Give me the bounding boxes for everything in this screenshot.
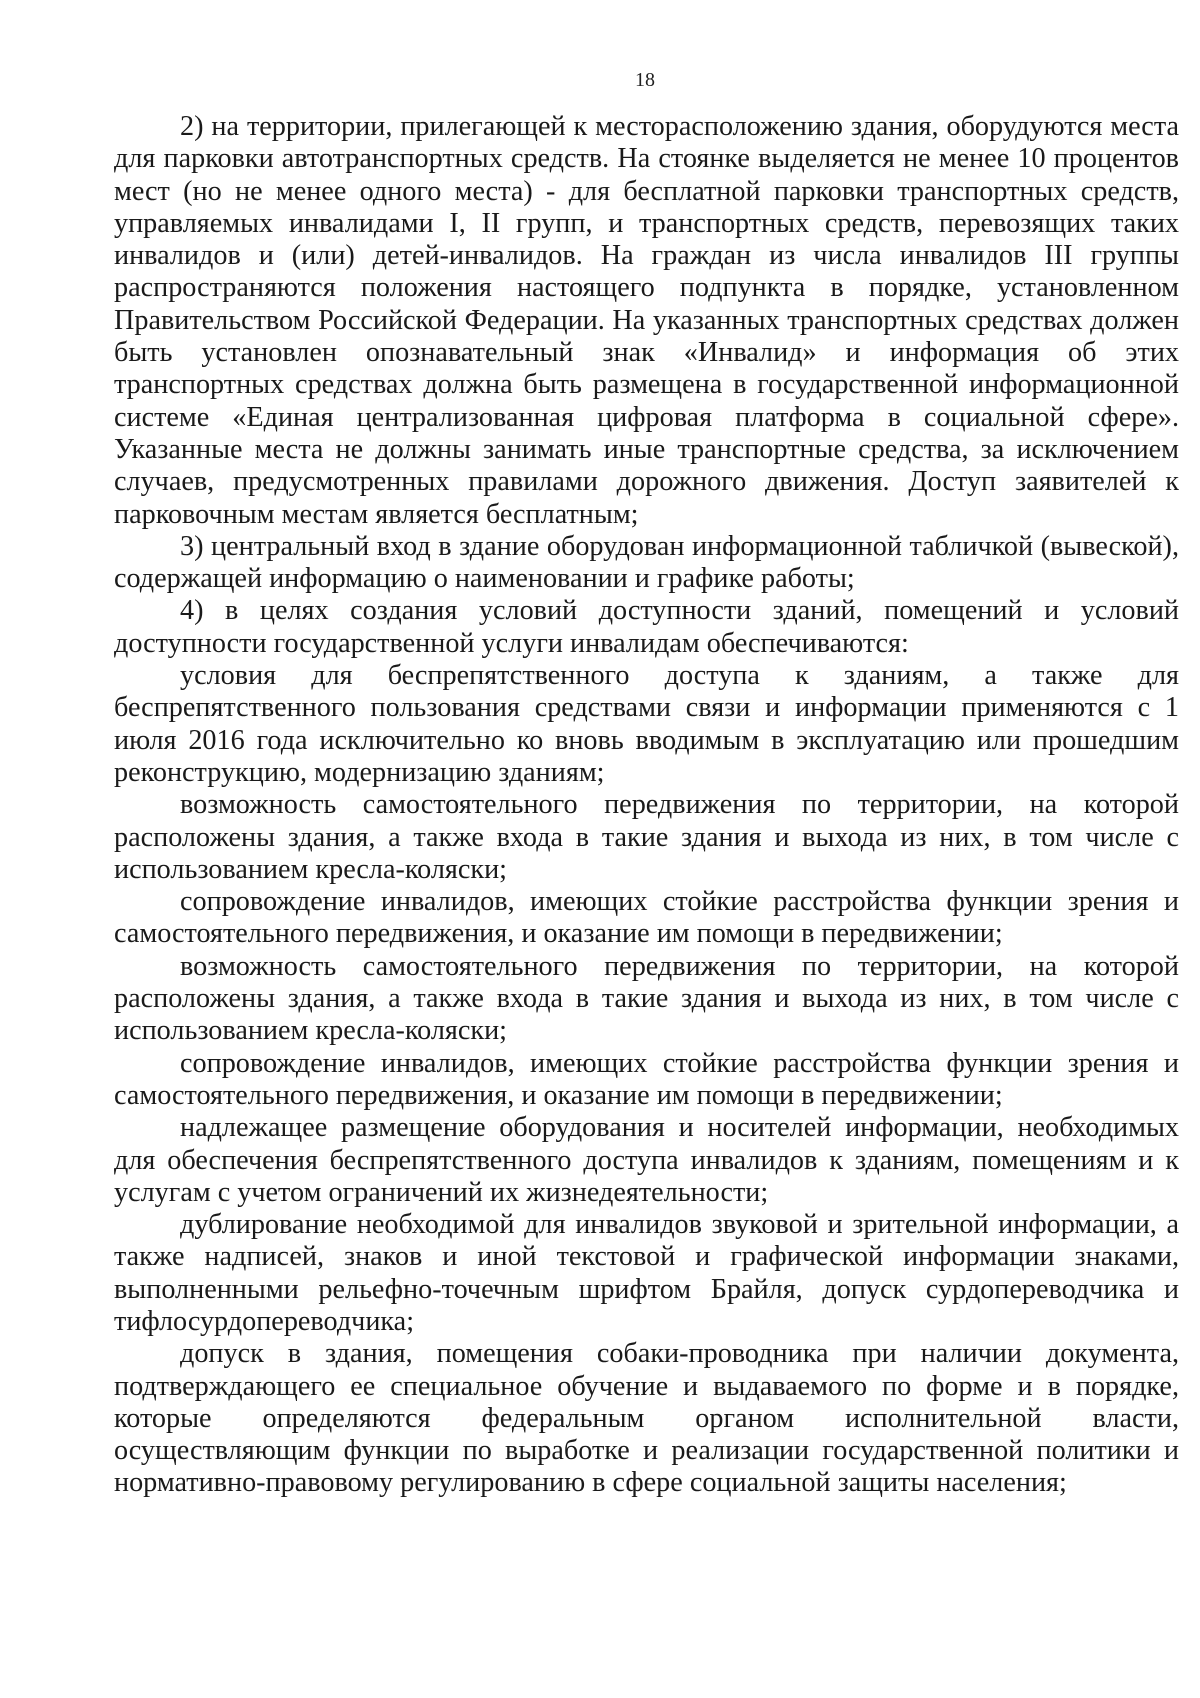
paragraph-information-duplication: дублирование необходимой для инвалидов звуковой и зрительной информации, а также надписей, знаков и иной текстовой и графической информации знаками, выполненными рельефно-точечным шрифтом Брайля, допуск сурдопереводчика и тифлосурдопереводчика; [114, 1209, 1179, 1337]
paragraph-independent-movement-repeat: возможность самостоятельного передвижения по территории, на которой расположены здания, а также входа в такие здания и выхода из них, в том числе с использованием кресла-коляски; [114, 950, 1179, 1047]
paragraph-unobstructed-access: условия для беспрепятственного доступа к зданиям, а также для беспрепятственного пользования средствами связи и информации применяются с 1 июля 2016 года исключительно ко вновь вводимым в эксплуатацию или прошедшим реконструкцию, модернизацию зданиям; [114, 660, 1179, 788]
paragraph-equipment-placement: надлежащее размещение оборудования и носителей информации, необходимых для обеспечения беспрепятственного доступа инвалидов к зданиям, помещениям и к услугам с учетом ограничений их жизнедеятельности; [114, 1112, 1179, 1208]
page-number: 18 [635, 69, 655, 91]
document-body [114, 111, 1179, 1500]
paragraph-accessibility-conditions: 4) в целях создания условий доступности зданий, помещений и условий доступности государственной услуги инвалидам обеспечиваются: [114, 595, 1179, 659]
paragraph-independent-movement: возможность самостоятельного передвижения по территории, на которой расположены здания, а также входа в такие здания и выхода из них, в том числе с использованием кресла-коляски; [114, 789, 1179, 885]
paragraph-escort-disabled: сопровождение инвалидов, имеющих стойкие расстройства функции зрения и самостоятельного передвижения, и оказание им помощи в передвижении; [114, 886, 1179, 950]
paragraph-escort-disabled-repeat: сопровождение инвалидов, имеющих стойкие расстройства функции зрения и самостоятельного передвижения, и оказание им помощи в передвижении; [114, 1047, 1179, 1111]
paragraph-entrance-sign: 3) центральный вход в здание оборудован информационной табличкой (вывеской), содержащей информацию о наименовании и графике работы; [114, 530, 1179, 595]
paragraph-parking: 2) на территории, прилегающей к месторасположению здания, оборудуются места для парковки автотранспортных средств. На стоянке выделяется не менее 10 процентов мест (но не менее одного места) - для бесплатной парковки транспортных средств, управляемых инвалидами I, II групп, и транспортных средств, перевозящих таких инвалидов и (или) детей-инвалидов. На граждан из числа инвалидов III группы распространяются положения настоящего подпункта в порядке, установленном Правительством Российской Федерации. На указанных транспортных средствах должен быть установлен опознавательный знак «Инвалид» и информация об этих транспортных средствах должна быть размещена в государственной информационной системе «Единая централизованная цифровая платформа в социальной сфере». Указанные места не должны занимать иные транспортные средства, за исключением случаев, предусмотренных правилами дорожного движения. Доступ заявителей к парковочным местам является бесплатным; [114, 111, 1179, 530]
paragraph-guide-dog-access: допуск в здания, помещения собаки-проводника при наличии документа, подтверждающего ее специальное обучение и выдаваемого по форме и в порядке, которые определяются федеральным органом исполнительной власти, осуществляющим функции по выработке и реализации государственной политики и нормативно-правовому регулированию в сфере социальной защиты населения; [114, 1338, 1179, 1499]
